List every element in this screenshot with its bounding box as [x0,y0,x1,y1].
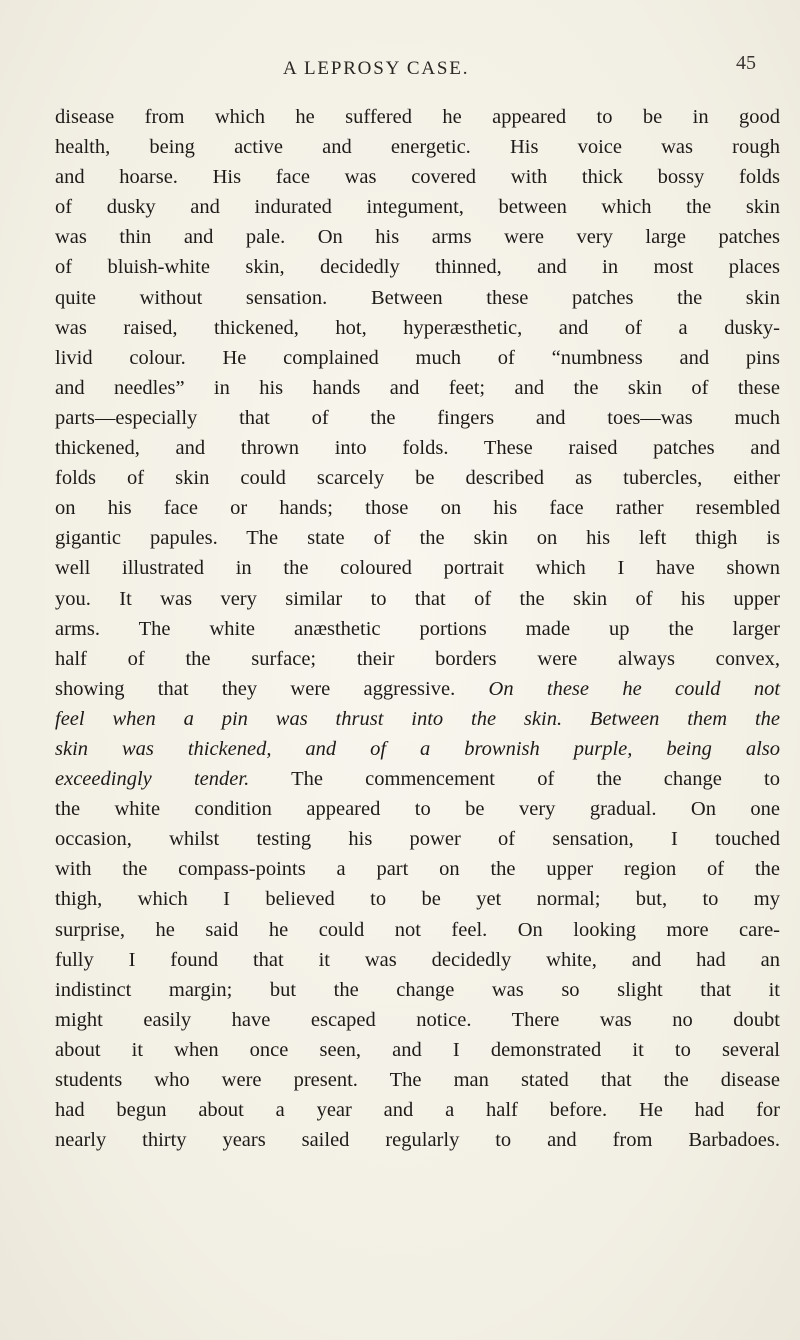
text-line: students who were present. The man stated that the disease [55,1069,780,1091]
text-line: was raised, thickened, hot, hyperæsthetic, and of a dusky- [55,316,780,339]
text-line: of dusky and indurated integument, between which the skin [55,196,780,219]
text-line: fully I found that it was decidedly white, and had an [55,948,780,971]
text-line: well illustrated in the coloured portrait which I have shown [55,557,780,580]
text-line: half of the surface; their borders were always convex, [55,647,780,670]
text-line: thigh, which I believed to be yet normal; but, to my [55,888,780,911]
text-line: indistinct margin; but the change was so slight that it [55,978,780,1001]
text-line: quite without sensation. Between these patches the skin [55,286,780,309]
text-line-mixed [55,674,780,704]
text-line: of bluish-white skin, decidedly thinned, and in most places [55,256,780,279]
text-line: with the compass-points a part on the upper region of the [55,858,780,881]
text-line: occasion, whilst testing his power of sensation, I touched [55,828,780,851]
text-line: surprise, he said he could not feel. On looking more care- [55,918,780,941]
text-line: thickened, and thrown into folds. These raised patches and [55,437,780,460]
text-line-italic: skin was thickened, and of a brownish purple, being also [55,737,780,760]
text-line: health, being active and energetic. His voice was rough [55,136,780,159]
text-line-mixed [55,764,780,794]
roman-run: showing that they were aggressive. [55,677,456,700]
text-line: was thin and pale. On his arms were very large patches [55,226,780,249]
text-line: and needles” in his hands and feet; and the skin of these [55,376,780,399]
text-line: on his face or hands; those on his face rather resembled [55,497,780,520]
running-title: A LEPROSY CASE. [283,58,470,79]
text-line: disease from which he suffered he appeared to be in good [55,106,780,128]
text-line: had begun about a year and a half before. He had for [55,1099,780,1122]
text-line: might easily have escaped notice. There was no doubt [55,1008,780,1031]
text-line: you. It was very similar to that of the skin of his upper [55,587,780,610]
italic-run: On these he could not [488,677,781,700]
text-line: folds of skin could scarcely be described as tubercles, either [55,467,780,490]
text-line-italic: feel when a pin was thrust into the skin. Between them the [55,707,780,730]
text-line: parts—especially that of the fingers and toes—was much [55,406,780,429]
text-line: arms. The white anæsthetic portions made up the larger [55,617,780,640]
text-line: livid colour. He complained much of “numbness and pins [55,346,780,369]
page-number: 45 [736,52,756,74]
italic-run: exceedingly tender. [55,768,250,791]
text-line: nearly thirty years sailed regularly to and from Barbadoes. [55,1129,780,1152]
running-head [0,52,800,88]
text-line: and hoarse. His face was covered with thick bossy folds [55,166,780,189]
text-line: about it when once seen, and I demonstrated it to several [55,1038,780,1061]
roman-run: The commencement of the change to [291,768,780,791]
text-line: gigantic papules. The state of the skin on his left thigh is [55,527,780,550]
text-line: the white condition appeared to be very gradual. On one [55,798,780,821]
body-paragraph [55,102,780,1155]
